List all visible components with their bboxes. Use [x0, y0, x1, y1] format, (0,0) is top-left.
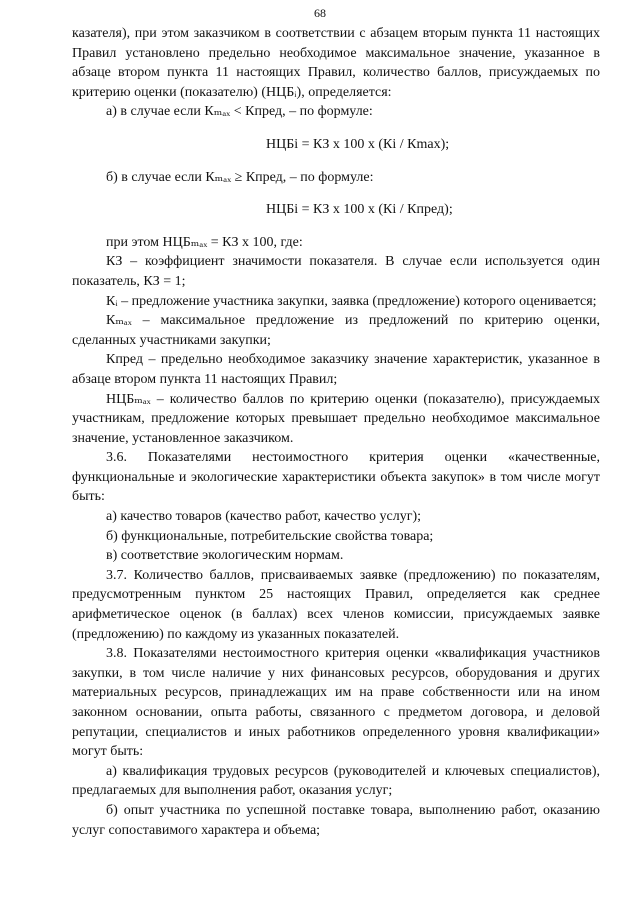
paragraph-kpred: Кпред – предельно необходимое заказчику значение характеристик, указанное в абзаце втором пункта 11 настоящих Правил; — [72, 352, 600, 387]
list-item-3-8-b: б) опыт участника по успешной поставке товара, выполнению работ, оказанию услуг сопоставимого характера и объема; — [72, 802, 600, 838]
spacer — [72, 155, 600, 168]
paragraph-intro: казателя), при этом заказчиком в соответствии с абзацем вторым пункта 11 настоящих Правил установлено предельно необходимое максимальное значение, указанное в абзаце втором пункта 11 настоящих Правил, количество баллов, присуждаемых по критерию оценки (показателю) (НЦБᵢ), определяется: — [72, 26, 600, 100]
paragraph-ncb-max-def: НЦБₘₐₓ – количество баллов по критерию оценки (показателю), присуждаемых участникам, предложение которых превышает предельно необходимое максимальное значение, установленное заказчиком. — [72, 391, 600, 446]
spacer — [72, 122, 600, 135]
list-item-3-8-a: а) квалификация трудовых ресурсов (руководителей и ключевых специалистов), предлагаемых для выполнения работ, оказания услуг; — [72, 763, 600, 799]
paragraph-ki: Кᵢ – предложение участника закупки, заявка (предложение) которого оценивается; — [106, 293, 597, 309]
paragraph-case-a: а) в случае если Кₘₐₓ < Кпред, – по формуле: — [106, 104, 373, 120]
page-number: 68 — [314, 6, 326, 20]
spacer — [72, 220, 600, 233]
spacer — [72, 187, 600, 200]
formula-a: НЦБi = КЗ x 100 x (Кi / Кmax); — [266, 136, 450, 152]
paragraph-3-7: 3.7. Количество баллов, присваиваемых заявке (предложению) по показателям, предусмотренным пунктом 25 настоящих Правил, определяется как среднее арифметическое оценок (в баллах) всех членов комиссии, присуждаемых заявке (предложению) по каждому из указанных показателей. — [72, 567, 600, 642]
paragraph-ncb-max: при этом НЦБₘₐₓ = КЗ x 100, где: — [106, 234, 303, 250]
list-item-3-6-a: а) качество товаров (качество работ, качество услуг); — [106, 509, 422, 525]
paragraph-3-8: 3.8. Показателями нестоимостного критерия оценки «квалификация участников закупки, в том числе наличие у них финансовых ресурсов, оборудования и других материальных ресурсов, принадлежащих им на праве собственности или на ином законном основании, опыта работы, связанного с предметом договора, и деловой репутации, специалистов и иных работников определенного уровня квалификации» могут быть: — [72, 646, 600, 760]
paragraph-kmax: Кₘₐₓ – максимальное предложение из предложений по критерию оценки, сделанных участниками закупки; — [72, 313, 600, 348]
list-item-3-6-c: в) соответствие экологическим нормам. — [106, 548, 344, 564]
paragraph-3-6: 3.6. Показателями нестоимостного критерия оценки «качественные, функциональные и экологические характеристики объекта закупок» в том числе могут быть: — [72, 450, 600, 505]
list-item-3-6-b: б) функциональные, потребительские свойства товара; — [106, 528, 434, 544]
paragraph-case-b: б) в случае если Кₘₐₓ ≥ Кпред, – по формуле: — [106, 169, 374, 185]
paragraph-kz: КЗ – коэффициент значимости показателя. В случае если используется один показатель, КЗ = 1; — [72, 254, 600, 289]
formula-b: НЦБi = КЗ x 100 x (Кi / Кпред); — [266, 202, 453, 218]
document-body — [72, 24, 600, 840]
